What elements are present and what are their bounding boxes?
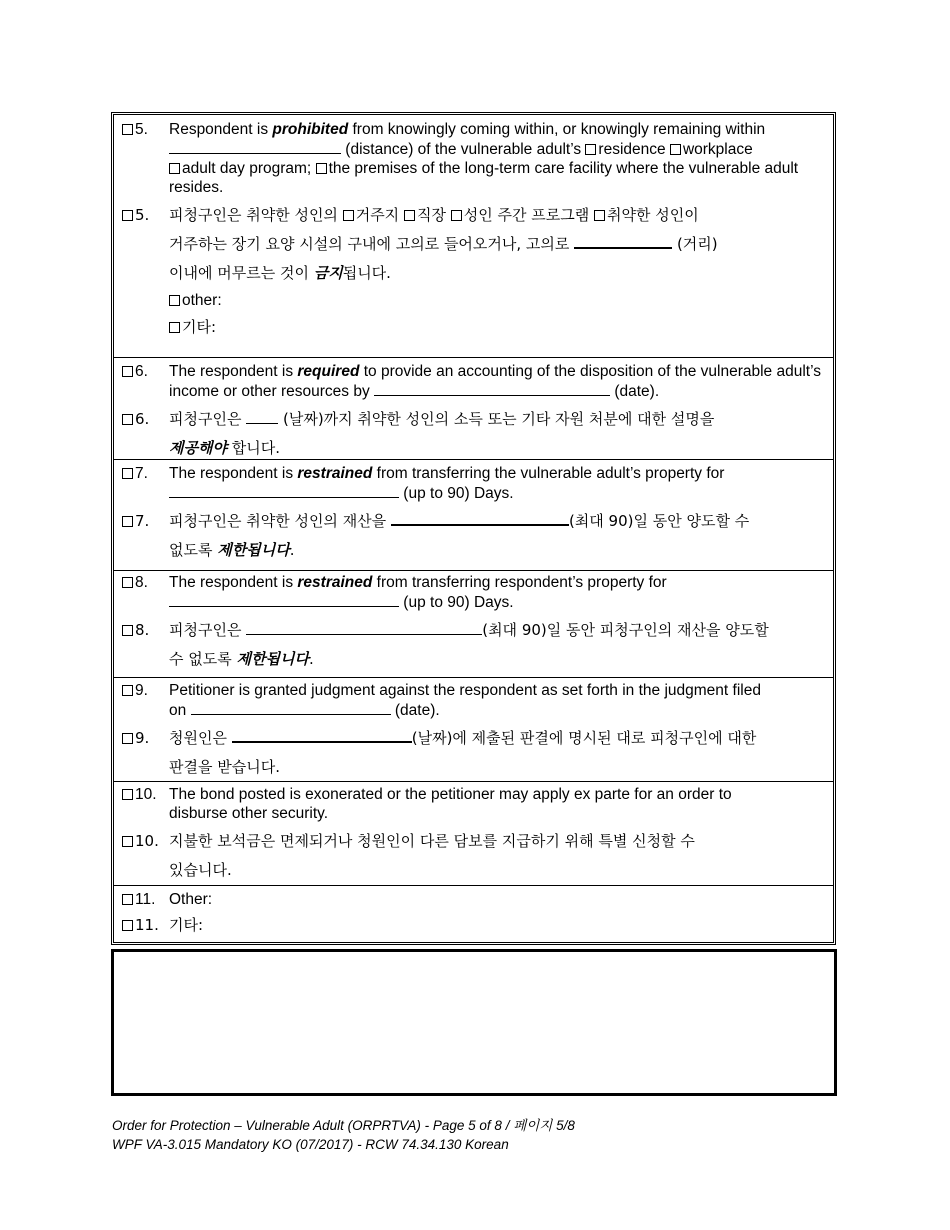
item-5-korean: 5. 피청구인은 취약한 성인의 거주지 직장 성인 주간 프로그램 취약한 성인이 거주하는 장기 요양 시설의 구내에 고의로 들어오거나, 고의로 (거리) 이내에 머무르는 것이 금지됩니다. xyxy=(114,201,833,288)
item-11-section xyxy=(114,886,833,938)
ko-judgment-date-blank[interactable] xyxy=(232,727,412,743)
item-7-section xyxy=(114,460,833,571)
workplace-checkbox[interactable] xyxy=(670,144,681,155)
item-5-checkbox[interactable] xyxy=(122,124,133,135)
ko-premises-checkbox[interactable] xyxy=(594,210,605,221)
item-6-ko-checkbox[interactable] xyxy=(122,414,133,425)
distance-blank[interactable] xyxy=(169,139,341,154)
item-11-ko-checkbox[interactable] xyxy=(122,920,133,931)
item-9-checkbox[interactable] xyxy=(122,685,133,696)
ko-distance-blank[interactable] xyxy=(574,233,672,249)
ko-other-checkbox[interactable] xyxy=(169,322,180,333)
judgment-date-blank[interactable] xyxy=(191,700,391,715)
residence-checkbox[interactable] xyxy=(585,144,596,155)
item-6-checkbox[interactable] xyxy=(122,366,133,377)
item-11-checkbox[interactable] xyxy=(122,894,133,905)
item-5-other: other: 기타: xyxy=(114,288,833,342)
blank-box xyxy=(111,949,837,1096)
item-8-checkbox[interactable] xyxy=(122,577,133,588)
order-form-table xyxy=(111,112,836,945)
ko-accounting-date-blank[interactable] xyxy=(246,409,278,424)
item-11-english: 11. Other: xyxy=(114,888,833,912)
item-11-korean: 11. 기타: xyxy=(114,912,833,938)
other-checkbox[interactable] xyxy=(169,295,180,306)
respondent-days-blank[interactable] xyxy=(169,592,399,607)
item-8-section xyxy=(114,571,833,678)
item-8-english: 8. The respondent is restrained from transferring respondent’s property for (up to 90) Days. xyxy=(114,573,833,612)
item-9-korean: 9. 청원인은 (날짜)에 제출된 판결에 명시된 대로 피청구인에 대한 판결을 받습니다. xyxy=(114,724,833,782)
item-10-english: 10. The bond posted is exonerated or the petitioner may apply ex parte for an order to disburse other security. xyxy=(114,785,833,823)
ko-respondent-days-blank[interactable] xyxy=(246,620,482,635)
item-10-section xyxy=(114,782,833,886)
premises-checkbox[interactable] xyxy=(316,163,327,174)
ko-workplace-checkbox[interactable] xyxy=(404,210,415,221)
page-footer xyxy=(112,1116,575,1154)
vulnerable-adult-days-blank[interactable] xyxy=(169,483,399,498)
footer-line-1: Order for Protection – Vulnerable Adult (ORPRTVA) - Page 5 of 8 / 페이지 5/8 xyxy=(112,1118,575,1133)
item-8-korean: 8. 피청구인은 (최대 90)일 동안 피청구인의 재산을 양도할 수 없도록 제한됩니다. xyxy=(114,616,833,674)
item-6-korean: 6. 피청구인은 (날짜)까지 취약한 성인의 소득 또는 기타 자원 처분에 대한 설명을 제공해야 합니다. xyxy=(114,405,833,463)
item-9-section xyxy=(114,678,833,782)
item-9-ko-checkbox[interactable] xyxy=(122,733,133,744)
item-5-section xyxy=(114,115,833,358)
item-7-korean: 7. 피청구인은 취약한 성인의 재산을 (최대 90)일 동안 양도할 수 없도록 제한됩니다. xyxy=(114,507,833,565)
item-9-english: 9. Petitioner is granted judgment against the respondent as set forth in the judgment filed on (date). xyxy=(114,681,833,720)
item-7-ko-checkbox[interactable] xyxy=(122,516,133,527)
item-10-checkbox[interactable] xyxy=(122,789,133,800)
accounting-date-blank[interactable] xyxy=(374,381,610,396)
item-10-ko-checkbox[interactable] xyxy=(122,836,133,847)
footer-line-2: WPF VA-3.015 Mandatory KO (07/2017) - RCW 74.34.130 Korean xyxy=(112,1137,509,1152)
item-8-ko-checkbox[interactable] xyxy=(122,625,133,636)
item-6-section xyxy=(114,358,833,460)
ko-residence-checkbox[interactable] xyxy=(343,210,354,221)
ko-adult-day-checkbox[interactable] xyxy=(451,210,462,221)
item-5-ko-checkbox[interactable] xyxy=(122,210,133,221)
item-7-english: 7. The respondent is restrained from transferring the vulnerable adult’s property for (up to 90) Days. xyxy=(114,464,833,503)
item-7-checkbox[interactable] xyxy=(122,468,133,479)
ko-vulnerable-adult-days-blank[interactable] xyxy=(391,510,569,526)
adult-day-program-checkbox[interactable] xyxy=(169,163,180,174)
item-6-english: 6. The respondent is required to provide an accounting of the disposition of the vulnerable adult’s income or other resources by (date). xyxy=(114,362,833,401)
item-10-korean: 10. 지불한 보석금은 면제되거나 청원인이 다른 담보를 지급하기 위해 특별 신청할 수 있습니다. xyxy=(114,827,833,885)
item-5-english: 5. Respondent is prohibited from knowingly coming within, or knowingly remaining within (distance) of the vulnerable adult’s residence workplace adult day program; the premises of the long-term care facility where the vulnerable adult resides. xyxy=(114,120,833,197)
